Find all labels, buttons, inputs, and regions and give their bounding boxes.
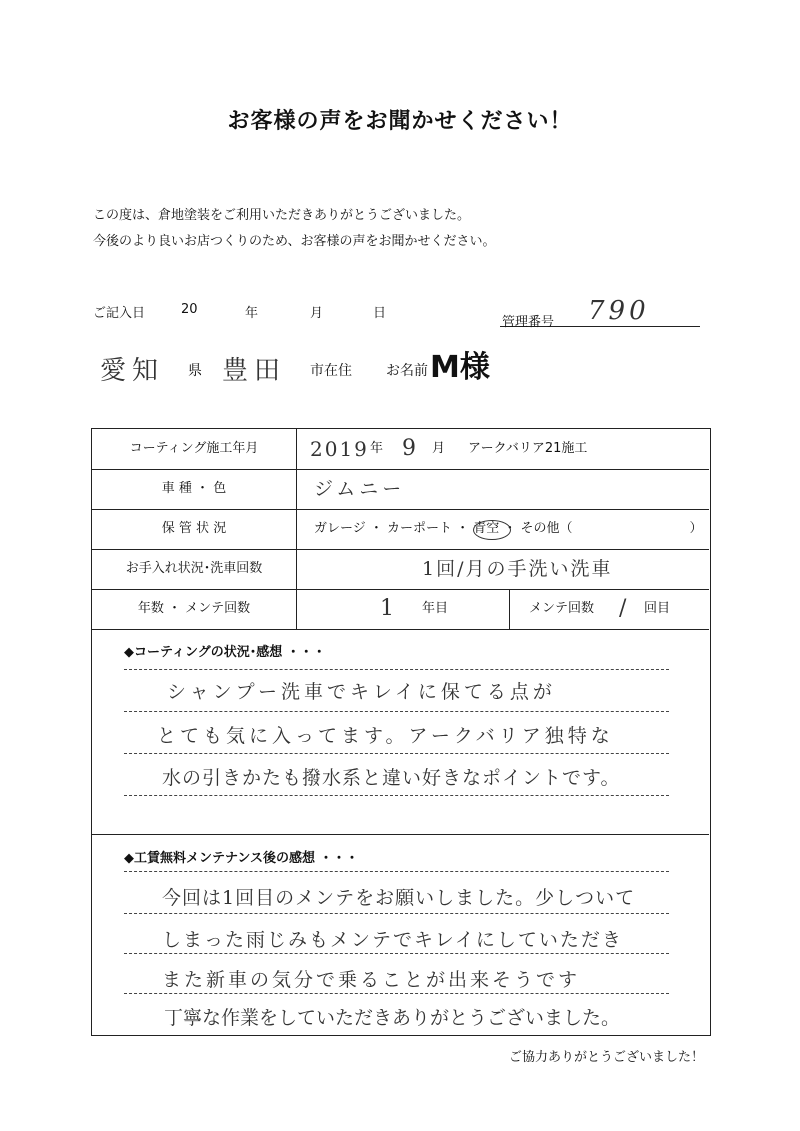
coating-month-value: 9: [402, 436, 420, 461]
prefecture-value: 愛知: [100, 356, 165, 386]
coating-year-value: 2019: [310, 437, 369, 461]
row-storage: [92, 509, 709, 550]
entry-date-month: 月: [310, 306, 324, 321]
coating-month-unit: 月: [432, 441, 446, 456]
coating-product: アークバリア21施工: [468, 441, 588, 456]
vehicle-value: ジムニー: [314, 478, 406, 500]
dashed-line: [124, 795, 669, 796]
row-coating-date: [92, 429, 709, 470]
handwritten-line: シャンプー洗車でキレイに保てる点が: [167, 681, 556, 703]
handwritten-line: しまった雨じみもメンテでキレイにしていただき: [162, 929, 623, 951]
row-label: お手入れ状況･洗車回数: [92, 549, 297, 589]
customer-name: M様: [430, 350, 490, 385]
coating-impressions-section: [92, 629, 709, 835]
page-title: お客様の声をお聞かせください！: [227, 109, 573, 134]
maintenance-impressions-section: [92, 835, 709, 1035]
city-label: 市在住: [310, 363, 352, 379]
entry-date-day: 日: [373, 306, 387, 321]
section-title: ◆工賃無料メンテナンス後の感想 ・・・: [124, 851, 359, 866]
row-label: 車 種 ・ 色: [92, 469, 297, 509]
row-vehicle: [92, 469, 709, 510]
maintenance-unit: 回目: [644, 601, 671, 616]
handwritten-line: 水の引きかたも撥水系と違い好きなポイントです。: [162, 767, 621, 789]
dashed-line: [124, 913, 669, 914]
city-value: 豊田: [222, 356, 287, 386]
years-value: 1: [380, 596, 398, 621]
section-title: ◆コーティングの状況･感想 ・・・: [124, 645, 326, 660]
handwritten-line: また新車の気分で乗ることが出来そうです: [162, 969, 581, 991]
storage-circle-mark: [473, 520, 511, 540]
dashed-line: [124, 953, 669, 954]
entry-date-label: ご記入日: [93, 306, 146, 321]
storage-options: ガレージ ・ カーポート ・ 青空 ・ その他（ ）: [314, 521, 703, 536]
row-label: コーティング施工年月: [92, 429, 297, 469]
intro-line-1: この度は、倉地塗装をご利用いただきありがとうございました。: [93, 208, 471, 223]
name-label: お名前: [386, 363, 428, 379]
row-label: 保 管 状 況: [92, 509, 297, 549]
management-no-label: 管理番号: [502, 315, 555, 330]
dashed-line: [124, 993, 669, 994]
coating-year-unit: 年: [370, 441, 384, 456]
entry-date-era: 20: [181, 302, 198, 317]
dashed-line: [124, 711, 669, 712]
maintenance-label: メンテ回数: [529, 601, 595, 616]
years-unit: 年目: [422, 601, 449, 616]
care-value: 1回/月の手洗い洗車: [422, 558, 613, 580]
survey-form-table: [91, 428, 711, 1036]
dashed-line: [124, 753, 669, 754]
dashed-line: [124, 669, 669, 670]
handwritten-line: とても気に入ってます。アークバリア独特な: [157, 725, 614, 747]
prefecture-label: 県: [188, 363, 202, 379]
maintenance-value: /: [619, 596, 631, 621]
thank-you-footer: ご協力ありがとうございました！: [508, 1050, 704, 1065]
row-care: [92, 549, 709, 590]
cell-divider: [509, 589, 510, 629]
row-years-maintenance: [92, 589, 709, 630]
intro-line-2: 今後のより良いお店つくりのため、お客様の声をお聞かせください。: [93, 234, 496, 249]
entry-date-year: 年: [245, 306, 259, 321]
management-no-value: 790: [588, 296, 650, 326]
handwritten-line: 丁寧な作業をしていただきありがとうございました。: [164, 1007, 621, 1029]
row-label: 年数 ・ メンテ回数: [92, 589, 297, 629]
handwritten-line: 今回は1回目のメンテをお願いしました。少しついて: [162, 887, 636, 909]
dashed-line: [124, 871, 669, 872]
